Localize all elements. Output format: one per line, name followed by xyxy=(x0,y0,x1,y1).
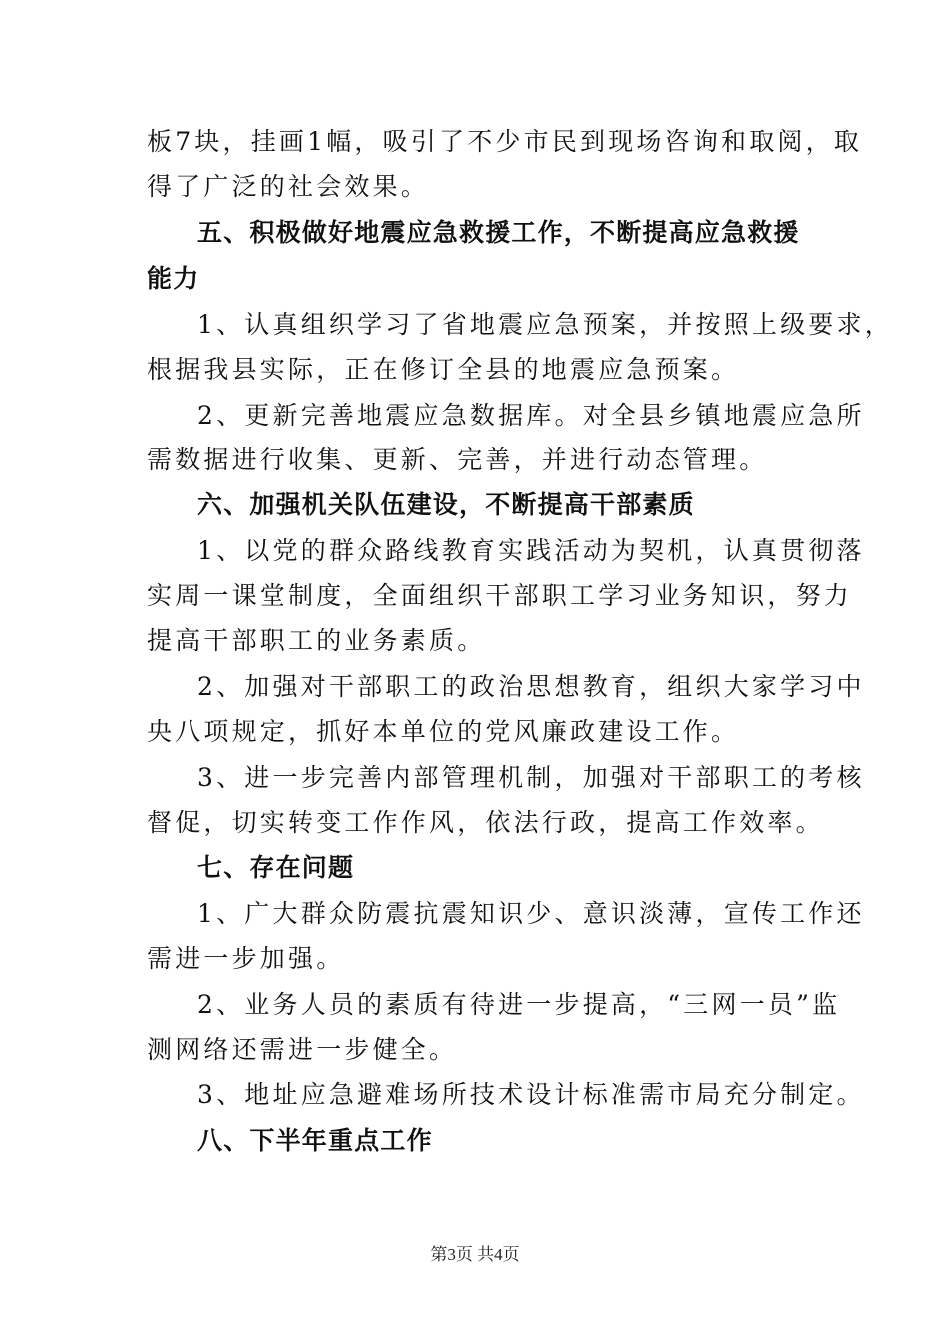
body-line: 提高干部职工的业务素质。 xyxy=(147,626,486,655)
body-line: 需数据进行收集、更新、完善，并进行动态管理。 xyxy=(147,445,768,474)
body-line: 1、广大群众防震抗震知识少、意识淡薄，宣传工作还 xyxy=(197,899,865,928)
body-line: 3、进一步完善内部管理机制，加强对干部职工的考核 xyxy=(197,763,865,792)
body-line: 3、地址应急避难场所技术设计标准需市局充分制定。 xyxy=(197,1080,865,1109)
section-heading-6: 六、加强机关队伍建设，不断提高干部素质 xyxy=(197,490,695,519)
body-line: 2、业务人员的素质有待进一步提高，“三网一员”监 xyxy=(197,990,841,1019)
body-line: 2、加强对干部职工的政治思想教育，组织大家学习中 xyxy=(197,672,865,701)
body-line: 根据我县实际，正在修订全县的地震应急预案。 xyxy=(147,355,740,384)
body-line: 央八项规定，抓好本单位的党风廉政建设工作。 xyxy=(147,717,740,746)
body-line: 实周一课堂制度，全面组织干部职工学习业务知识，努力 xyxy=(147,581,853,610)
body-line: 1、以党的群众路线教育实践活动为契机，认真贯彻落 xyxy=(197,536,865,565)
body-line: 得了广泛的社会效果。 xyxy=(147,172,430,201)
body-line: 需进一步加强。 xyxy=(147,944,345,973)
page-number-footer: 第3页 共4页 xyxy=(430,1245,520,1264)
body-line: 板7块，挂画1幅，吸引了不少市民到现场咨询和取阅，取 xyxy=(147,127,863,156)
body-line: 测网络还需进一步健全。 xyxy=(147,1035,458,1064)
section-heading-5: 五、积极做好地震应急救援工作，不断提高应急救援 xyxy=(197,218,800,247)
section-heading-8: 八、下半年重点工作 xyxy=(197,1126,433,1155)
body-line: 2、更新完善地震应急数据库。对全县乡镇地震应急所 xyxy=(197,401,865,430)
body-line: 督促，切实转变工作作风，依法行政，提高工作效率。 xyxy=(147,808,824,837)
section-heading-7: 七、存在问题 xyxy=(197,853,355,882)
body-line: 1、认真组织学习了省地震应急预案，并按照上级要求， xyxy=(197,310,893,339)
section-heading-5-cont: 能力 xyxy=(147,264,200,293)
